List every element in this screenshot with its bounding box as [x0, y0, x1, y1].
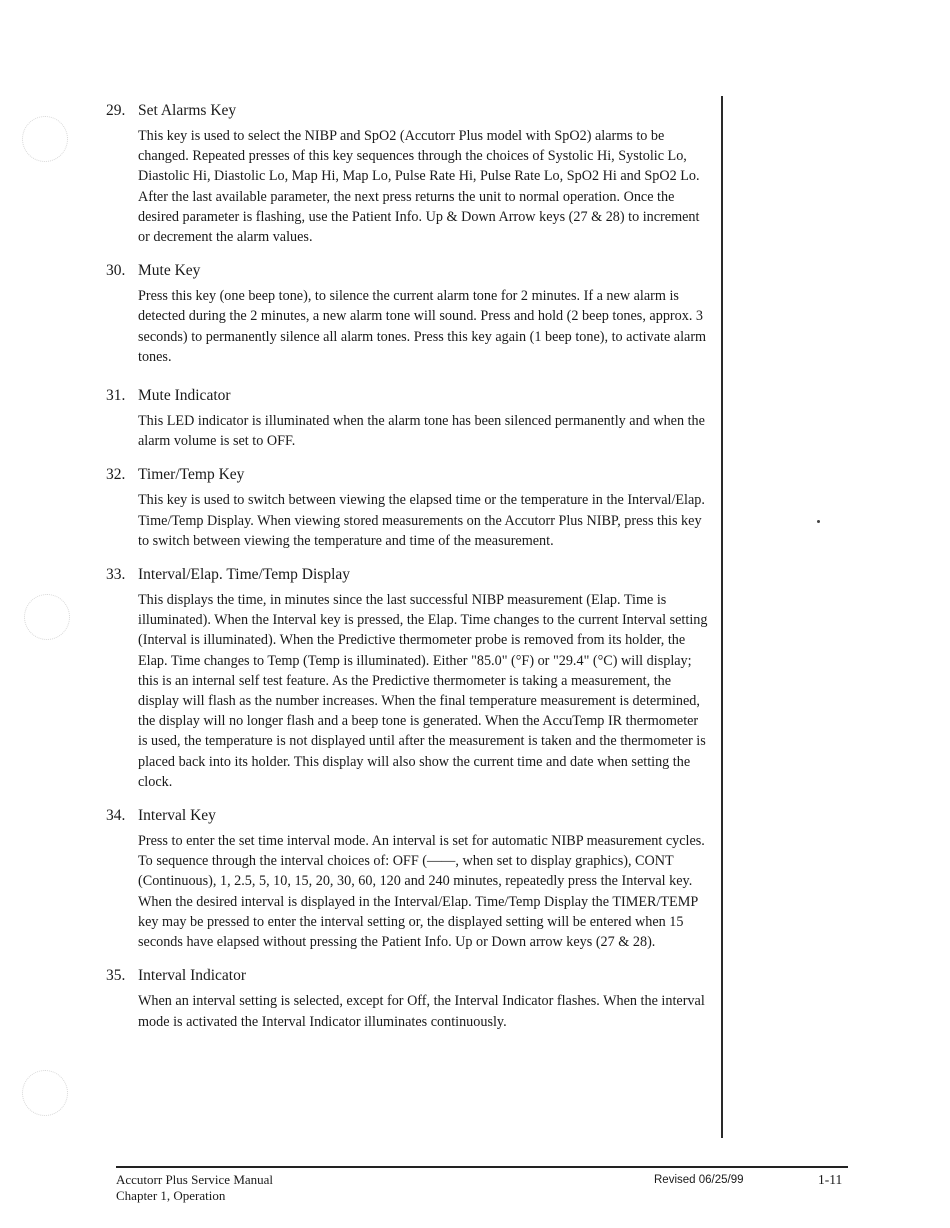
- section-interval-indicator: [106, 965, 710, 1031]
- section-body: This LED indicator is illuminated when the alarm tone has been silenced permanently and when the alarm volume is set to OFF.: [138, 413, 705, 450]
- page-content: [106, 100, 710, 1045]
- footer-revision-date: Revised 06/25/99: [654, 1174, 744, 1186]
- section-number: 32.: [106, 466, 126, 484]
- section-body: Press to enter the set time interval mode. An interval is set for automatic NIBP measurement cycles. To sequence through the interval choices of: OFF (——, when set to display graphics), CONT (Continuous), 1, 2.5, 5, 10, 15, 20, 30, 60, 120 and 240 minutes, repeatedly press the Interval key. When the desired interval is displayed in the Interval/Elap. Time/Temp Display the TIMER/TEMP key may be pressed to enter the interval setting or, the displayed setting will be entered when 15 seconds have elapsed without pressing the Patient Info. Up or Down arrow keys (27 & 28).: [138, 833, 705, 951]
- section-heading: [106, 100, 710, 122]
- footer-manual-info: [116, 1172, 273, 1204]
- section-heading: [106, 260, 710, 282]
- section-number: 33.: [106, 566, 126, 584]
- section-title: Mute Key: [138, 262, 201, 280]
- section-title: Timer/Temp Key: [138, 466, 245, 484]
- stray-mark: [817, 520, 820, 523]
- section-heading: [106, 464, 710, 486]
- section-title: Interval/Elap. Time/Temp Display: [138, 566, 351, 584]
- page-number: 1-11: [818, 1172, 843, 1187]
- section-number: 34.: [106, 807, 126, 825]
- section-title: Mute Indicator: [138, 387, 231, 405]
- section-interval-key: [106, 805, 710, 952]
- footer-manual-title: Accutorr Plus Service Manual: [116, 1172, 274, 1187]
- section-body: This key is used to select the NIBP and SpO2 (Accutorr Plus model with SpO2) alarms to be changed. Repeated presses of this key sequences through the choices of Systolic Hi, Systolic Lo, Diastolic Hi, Diastolic Lo, Map Hi, Map Lo, Pulse Rate Hi, Pulse Rate Lo, SpO2 Hi and SpO2 Lo. After the last available parameter, the next press returns the unit to normal operation. Once the desired parameter is flashing, use the Patient Info. Up & Down Arrow keys (27 & 28) to increment or decrement the alarm values.: [138, 128, 700, 246]
- section-heading: [106, 564, 710, 586]
- binder-hole-mark: [22, 116, 68, 162]
- section-heading: [106, 805, 710, 827]
- section-body: When an interval setting is selected, except for Off, the Interval Indicator flashes. When the interval mode is activated the Interval Indicator illuminates continuously.: [138, 993, 705, 1030]
- section-number: 35.: [106, 967, 126, 985]
- section-heading: [106, 385, 710, 407]
- section-mute-indicator: [106, 385, 710, 451]
- section-title: Interval Indicator: [138, 967, 247, 985]
- binder-hole-mark: [22, 1070, 68, 1116]
- section-interval-elap-display: [106, 564, 710, 792]
- section-number: 30.: [106, 262, 126, 280]
- footer-chapter: Chapter 1, Operation: [116, 1188, 226, 1203]
- section-timer-temp-key: [106, 464, 710, 551]
- section-body: This key is used to switch between viewing the elapsed time or the temperature in the Interval/Elap. Time/Temp Display. When viewing stored measurements on the Accutorr Plus NIBP, press this key to switch between viewing the temperature and time of the measurement.: [138, 492, 705, 549]
- change-bar: [721, 96, 723, 1138]
- section-title: Interval Key: [138, 807, 216, 825]
- section-number: 31.: [106, 387, 126, 405]
- section-number: 29.: [106, 102, 126, 119]
- section-set-alarms-key: [106, 100, 710, 247]
- section-body: This displays the time, in minutes since the last successful NIBP measurement (Elap. Time is illuminated). When the Interval key is pressed, the Elap. Time changes to the current Interval setting (Interval is illuminated). When the Predictive thermometer probe is removed from its holder, the Elap. Time changes to Temp (Temp is illuminated). Either "85.0" (°F) or "29.4" (°C) will display; this is an internal self test feature. As the Predictive thermometer is taking a measurement, the display will flash as the number increases. When the final temperature measurement is determined, the display will no longer flash and a beep tone is generated. When the AccuTemp IR thermometer is used, the temperature is not displayed until after the measurement is taken and the thermometer is placed back into its holder. This display will also show the current time and date when setting the clock.: [138, 592, 708, 790]
- binder-hole-mark: [24, 594, 70, 640]
- section-heading: [106, 965, 710, 987]
- section-title: Set Alarms Key: [138, 102, 237, 119]
- section-body: Press this key (one beep tone), to silence the current alarm tone for 2 minutes. If a new alarm is detected during the 2 minutes, a new alarm tone will sound. Press and hold (2 beep tones, approx. 3 seconds) to permanently silence all alarm tones. Press this key again (1 beep tone), to activate alarm tones.: [138, 288, 707, 365]
- section-mute-key: [106, 260, 710, 367]
- footer-rule: [116, 1166, 848, 1168]
